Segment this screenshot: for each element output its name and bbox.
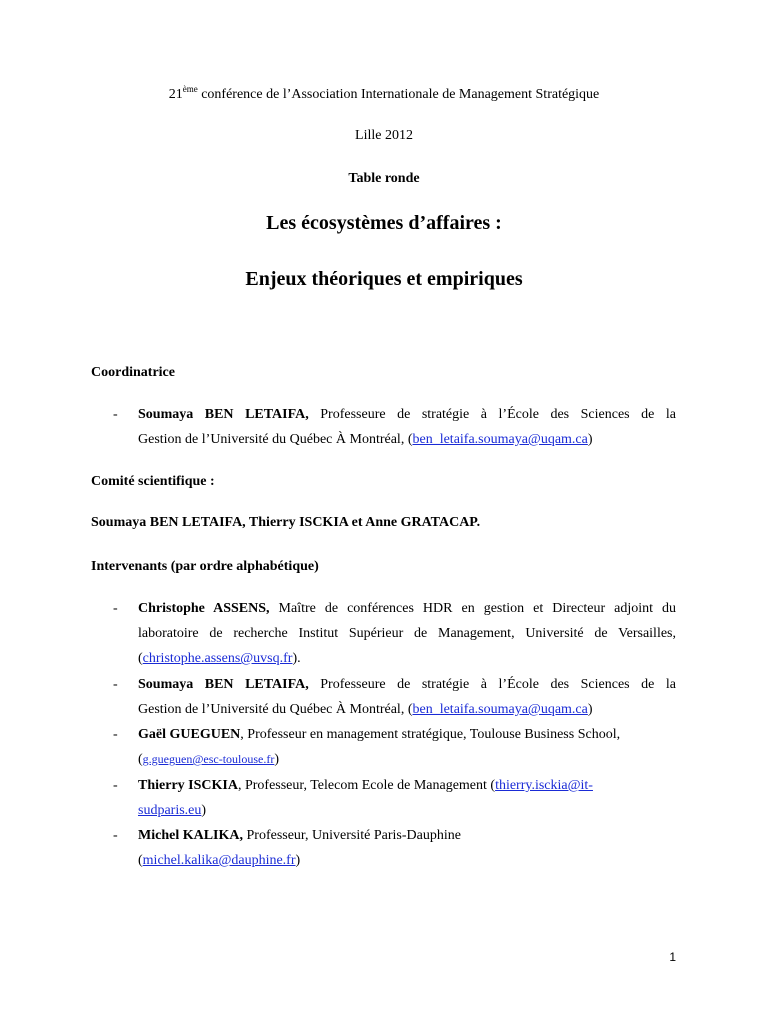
comite-members: Soumaya BEN LETAIFA, Thierry ISCKIA et Anne GRATACAP.: [91, 515, 481, 530]
conference-ordinal: 21: [168, 87, 183, 102]
document-title-line1: Les écosystèmes d’affaires :: [266, 212, 502, 234]
coordinatrice-email-link[interactable]: ben_letaifa.soumaya@uqam.ca: [412, 432, 588, 447]
bullet-dash: -: [113, 828, 118, 843]
intervenant-email-link[interactable]: michel.kalika@dauphine.fr: [142, 853, 296, 868]
intervenant-item: - Michel KALIKA, Professeur, Université Paris-Dauphine (michel.kalika@dauphine.fr): [91, 823, 676, 873]
intervenant-role: , Professeur, Telecom Ecole de Management (: [237, 778, 496, 793]
intervenant-item: - Soumaya BEN LETAIFA, Professeure de stratégie à l’École des Sciences de la Gestion de l’Université du Québec À Montréal, (ben_letaifa.soumaya@uqam.ca): [91, 672, 676, 722]
session-type: Table ronde: [348, 171, 420, 186]
comite-heading: Comité scientifique :: [91, 474, 215, 489]
intervenant-affiliation: laboratoire de recherche Institut Supérieur de Management, Université de Versailles,: [138, 626, 676, 641]
bullet-dash: -: [113, 601, 118, 616]
intervenants-heading: Intervenants (par ordre alphabétique): [91, 559, 319, 574]
intervenant-name: Soumaya BEN LETAIFA,: [138, 677, 309, 692]
bullet-dash: -: [113, 778, 118, 793]
intervenant-item: - Thierry ISCKIA, Professeur, Telecom Ecole de Management (thierry.isckia@it- sudparis.eu): [91, 773, 676, 823]
conference-line: [0, 84, 768, 103]
bullet-dash: -: [113, 407, 118, 422]
bullet-dash: -: [113, 677, 118, 692]
intervenant-email-link[interactable]: ben_letaifa.soumaya@uqam.ca: [412, 702, 588, 717]
intervenant-affiliation: Gestion de l’Université du Québec À Montréal, (: [138, 702, 413, 717]
intervenant-name: Michel KALIKA,: [138, 828, 243, 843]
intervenant-role: Professeur, Université Paris-Dauphine: [243, 828, 461, 843]
intervenant-name: Christophe ASSENS,: [138, 601, 270, 616]
intervenant-role: Maître de conférences HDR en gestion et Directeur adjoint du: [269, 601, 676, 616]
intervenant-email-link[interactable]: christophe.assens@uvsq.fr: [142, 651, 293, 666]
intervenant-email-link[interactable]: g.gueguen@esc-toulouse.fr: [142, 752, 275, 766]
page-number: 1: [669, 950, 676, 964]
coordinatrice-role: Professeure de stratégie à l’École des Sciences de la: [308, 407, 676, 422]
intervenant-role: Professeure de stratégie à l’École des Sciences de la: [308, 677, 676, 692]
intervenant-item: - Gaël GUEGUEN, Professeur en management stratégique, Toulouse Business School, (g.gueguen@esc-toulouse.fr): [91, 722, 676, 772]
bullet-dash: -: [113, 727, 118, 742]
intervenant-name: Gaël GUEGUEN: [138, 727, 241, 742]
coordinatrice-affiliation: Gestion de l’Université du Québec À Montréal, (: [138, 432, 413, 447]
intervenant-name: Thierry ISCKIA: [138, 778, 238, 793]
intervenant-email-link-continued[interactable]: sudparis.eu: [138, 803, 202, 818]
city-year: Lille 2012: [355, 128, 413, 143]
coordinatrice-item: - Soumaya BEN LETAIFA, Professeure de stratégie à l’École des Sciences de la Gestion de l’Université du Québec À Montréal, (ben_letaifa.soumaya@uqam.ca): [91, 402, 676, 452]
intervenant-email-link[interactable]: thierry.isckia@it-: [495, 778, 593, 793]
intervenant-item: - Christophe ASSENS, Maître de conférences HDR en gestion et Directeur adjoint du laboratoire de recherche Institut Supérieur de Management, Université de Versailles, (christophe.assens@uvsq.fr).: [91, 596, 676, 671]
document-title-line2: Enjeux théoriques et empiriques: [245, 268, 523, 290]
intervenant-role: , Professeur en management stratégique, Toulouse Business School,: [240, 727, 621, 742]
coordinatrice-heading: Coordinatrice: [91, 365, 175, 380]
conference-name: conférence de l’Association Internationale de Management Stratégique: [197, 87, 600, 102]
coordinatrice-name: Soumaya BEN LETAIFA,: [138, 407, 309, 422]
conference-ordinal-suffix: ème: [182, 84, 198, 94]
